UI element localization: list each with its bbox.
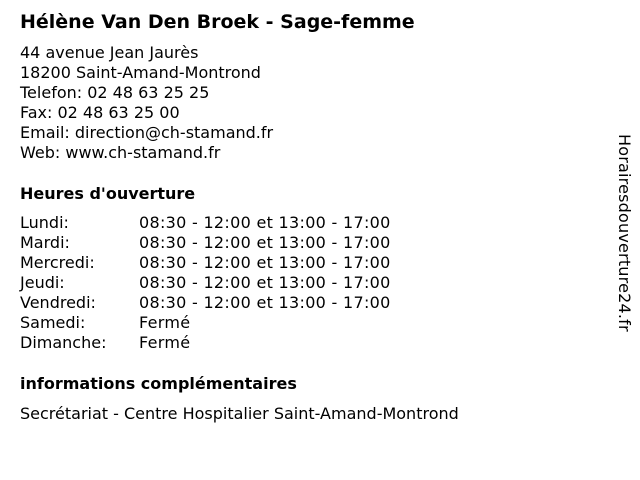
hours-day: Mercredi: bbox=[20, 253, 95, 272]
hours-day: Lundi: bbox=[20, 213, 69, 232]
additional-info-text: Secrétariat - Centre Hospitalier Saint-Amand-Montrond bbox=[20, 404, 459, 423]
hours-time: 08:30 - 12:00 et 13:00 - 17:00 bbox=[139, 293, 391, 312]
site-watermark: Horairesdouverture24.fr bbox=[615, 134, 634, 332]
opening-hours-heading: Heures d'ouverture bbox=[20, 184, 196, 203]
contact-fax: Fax: 02 48 63 25 00 bbox=[20, 103, 180, 122]
hours-day: Samedi: bbox=[20, 313, 86, 332]
hours-day: Vendredi: bbox=[20, 293, 96, 312]
hours-time: 08:30 - 12:00 et 13:00 - 17:00 bbox=[139, 253, 391, 272]
contact-phone: Telefon: 02 48 63 25 25 bbox=[20, 83, 210, 102]
contact-web: Web: www.ch-stamand.fr bbox=[20, 143, 221, 162]
hours-day: Mardi: bbox=[20, 233, 70, 252]
contact-city: 18200 Saint-Amand-Montrond bbox=[20, 63, 261, 82]
contact-street: 44 avenue Jean Jaurès bbox=[20, 43, 199, 62]
contact-block bbox=[20, 43, 273, 163]
contact-email: Email: direction@ch-stamand.fr bbox=[20, 123, 274, 142]
hours-time: 08:30 - 12:00 et 13:00 - 17:00 bbox=[139, 273, 391, 292]
additional-info-heading: informations complémentaires bbox=[20, 374, 297, 393]
hours-time: 08:30 - 12:00 et 13:00 - 17:00 bbox=[139, 213, 391, 232]
hours-day: Jeudi: bbox=[20, 273, 65, 292]
hours-time: Fermé bbox=[139, 313, 191, 332]
page-title: Hélène Van Den Broek - Sage-femme bbox=[20, 11, 415, 33]
hours-time: 08:30 - 12:00 et 13:00 - 17:00 bbox=[139, 233, 391, 252]
hours-time: Fermé bbox=[139, 333, 191, 352]
hours-day: Dimanche: bbox=[20, 333, 107, 352]
